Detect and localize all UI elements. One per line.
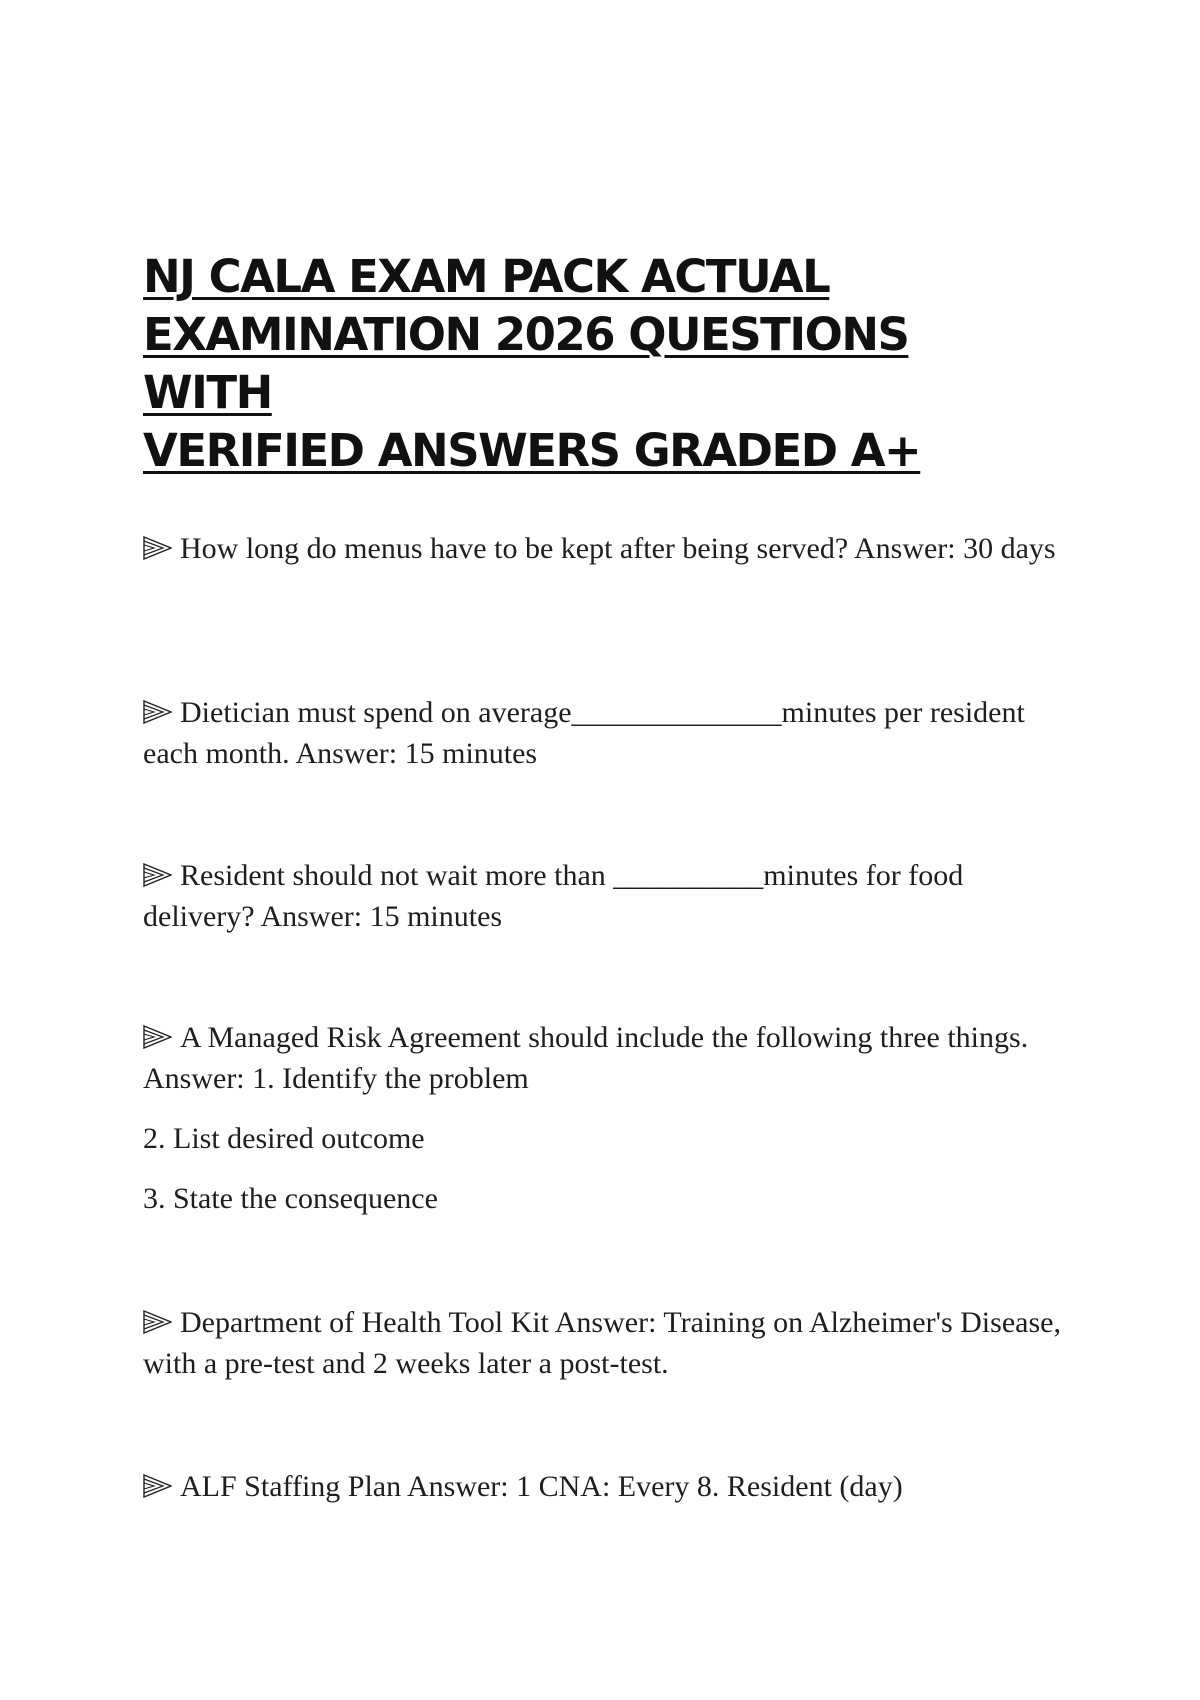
title-line-1: NJ CALA EXAM PACK ACTUAL [143,250,830,303]
question-item [143,855,1063,937]
question-text [143,1466,1063,1507]
document-title [143,248,1043,480]
question-text [143,692,1063,774]
answer-list-item: 3. State the consequence [143,1182,438,1215]
question-text [143,528,1063,569]
question-text [143,855,1063,937]
question-text [143,1302,1063,1384]
arrowhead-bullet-icon [143,700,172,724]
title-line-2: EXAMINATION 2026 QUESTIONS WITH [143,308,909,419]
title-line-3: VERIFIED ANSWERS GRADED A+ [143,424,921,477]
question-item [143,1302,1063,1384]
answer-list-item: 2. List desired outcome [143,1122,425,1155]
arrowhead-bullet-icon [143,1025,172,1049]
question-answer: A Managed Risk Agreement should include the following three things. Answer: 1. Identify the problem [143,1021,1029,1095]
question-answer: How long do menus have to be kept after being served? Answer: 30 days [180,532,1056,565]
question-item [143,692,1063,774]
arrowhead-bullet-icon [143,1474,172,1498]
question-answer: Resident should not wait more than __________minutes for food delivery? Answer: 15 minutes [143,859,964,933]
arrowhead-bullet-icon [143,863,172,887]
arrowhead-bullet-icon [143,1310,172,1334]
question-item [143,1017,1063,1219]
question-answer: Department of Health Tool Kit Answer: Training on Alzheimer's Disease, with a pre-test and 2 weeks later a post-test. [143,1306,1061,1380]
arrowhead-bullet-icon [143,536,172,560]
question-answer: ALF Staffing Plan Answer: 1 CNA: Every 8. Resident (day) [180,1470,903,1503]
question-item [143,1466,1063,1507]
question-answer: Dietician must spend on average______________minutes per resident each month. Answer: 15 minutes [143,696,1025,770]
question-text [143,1017,1063,1099]
question-item [143,528,1063,569]
